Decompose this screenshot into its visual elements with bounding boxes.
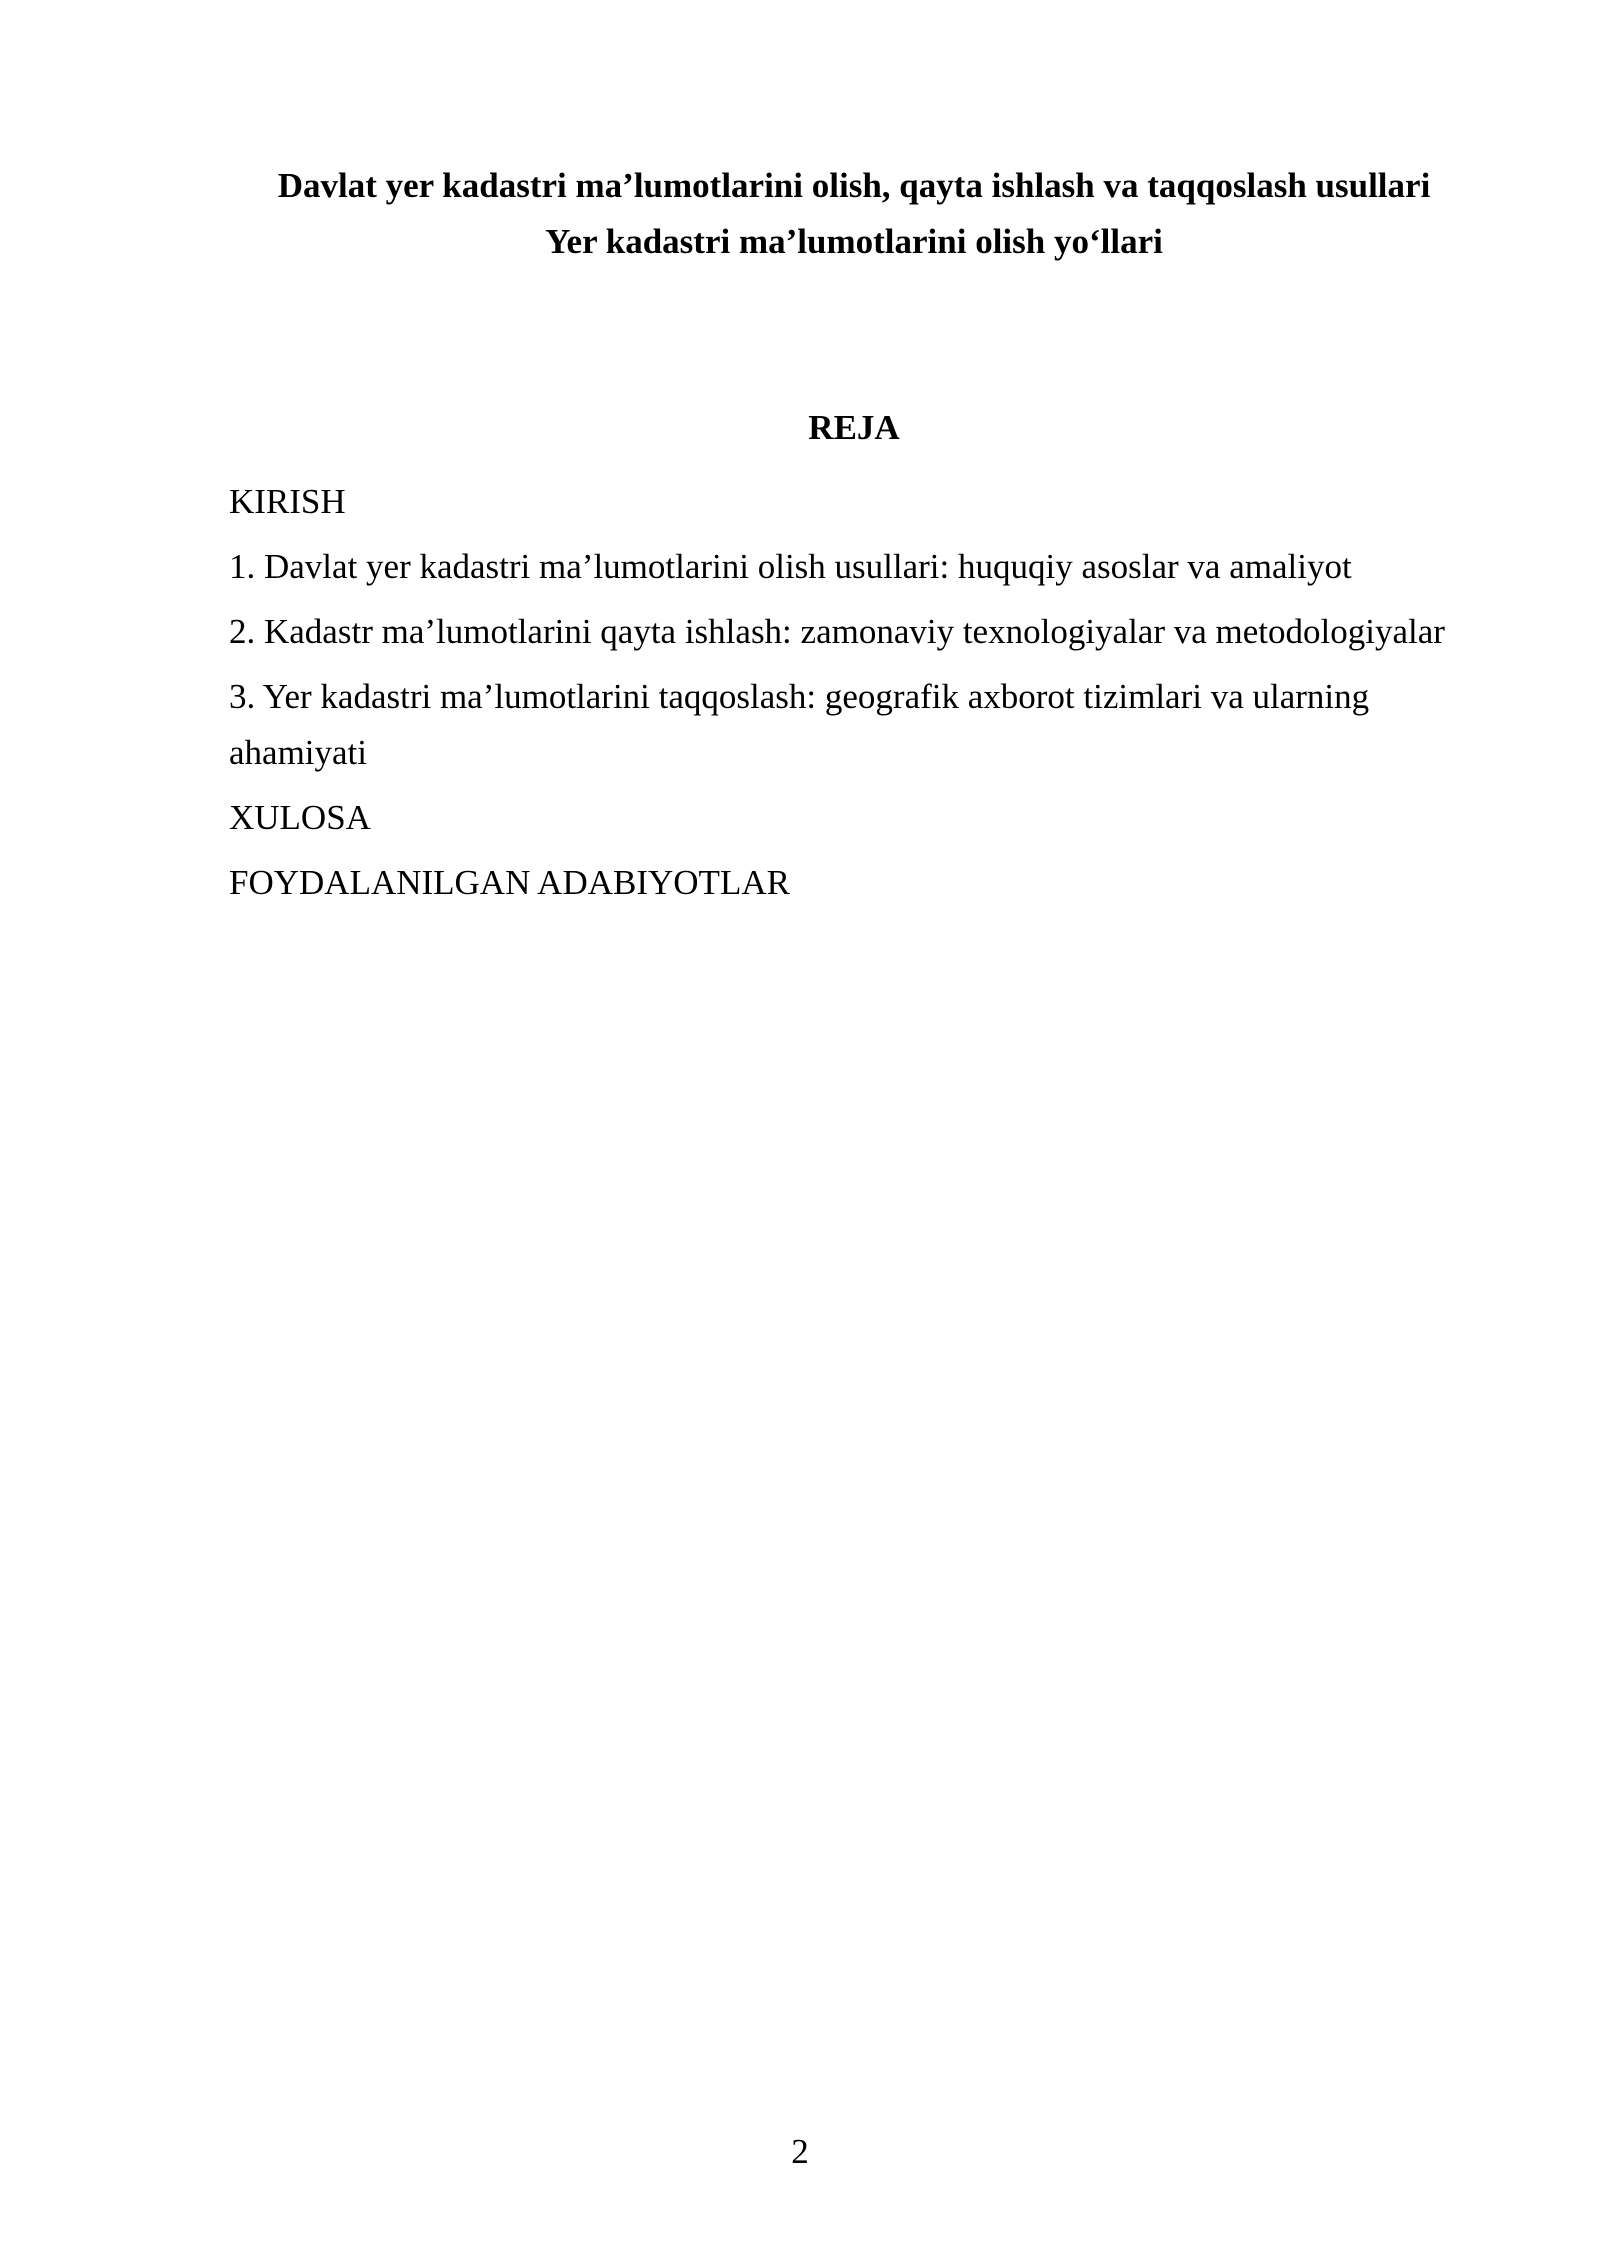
plan-item-3: 3. Yer kadastri ma’lumotlarini taqqoslash: geografik axborot tizimlari va ularning ahamiyati [229, 677, 1370, 772]
title-line-1: Davlat yer kadastri ma’lumotlarini olish, qayta ishlash va taqqoslash usullari [277, 166, 1431, 205]
plan-list [229, 474, 1479, 920]
plan-item-conclusion: XULOSA [229, 798, 371, 837]
document-title [229, 158, 1479, 270]
page-number: 2 [791, 2132, 809, 2171]
plan-item-2: 2. Kadastr ma’lumotlarini qayta ishlash: zamonaviy texnologiyalar va metodologiyalar [229, 612, 1445, 651]
title-line-2: Yer kadastri ma’lumotlarini olish yo‘llari [545, 222, 1163, 261]
plan-item-introduction: KIRISH [229, 482, 346, 521]
plan-item-1: 1. Davlat yer kadastri ma’lumotlarini olish usullari: huquqiy asoslar va amaliyot [229, 547, 1352, 586]
plan-item-references: FOYDALANILGAN ADABIYOTLAR [229, 863, 790, 902]
plan-heading: REJA [808, 408, 900, 447]
